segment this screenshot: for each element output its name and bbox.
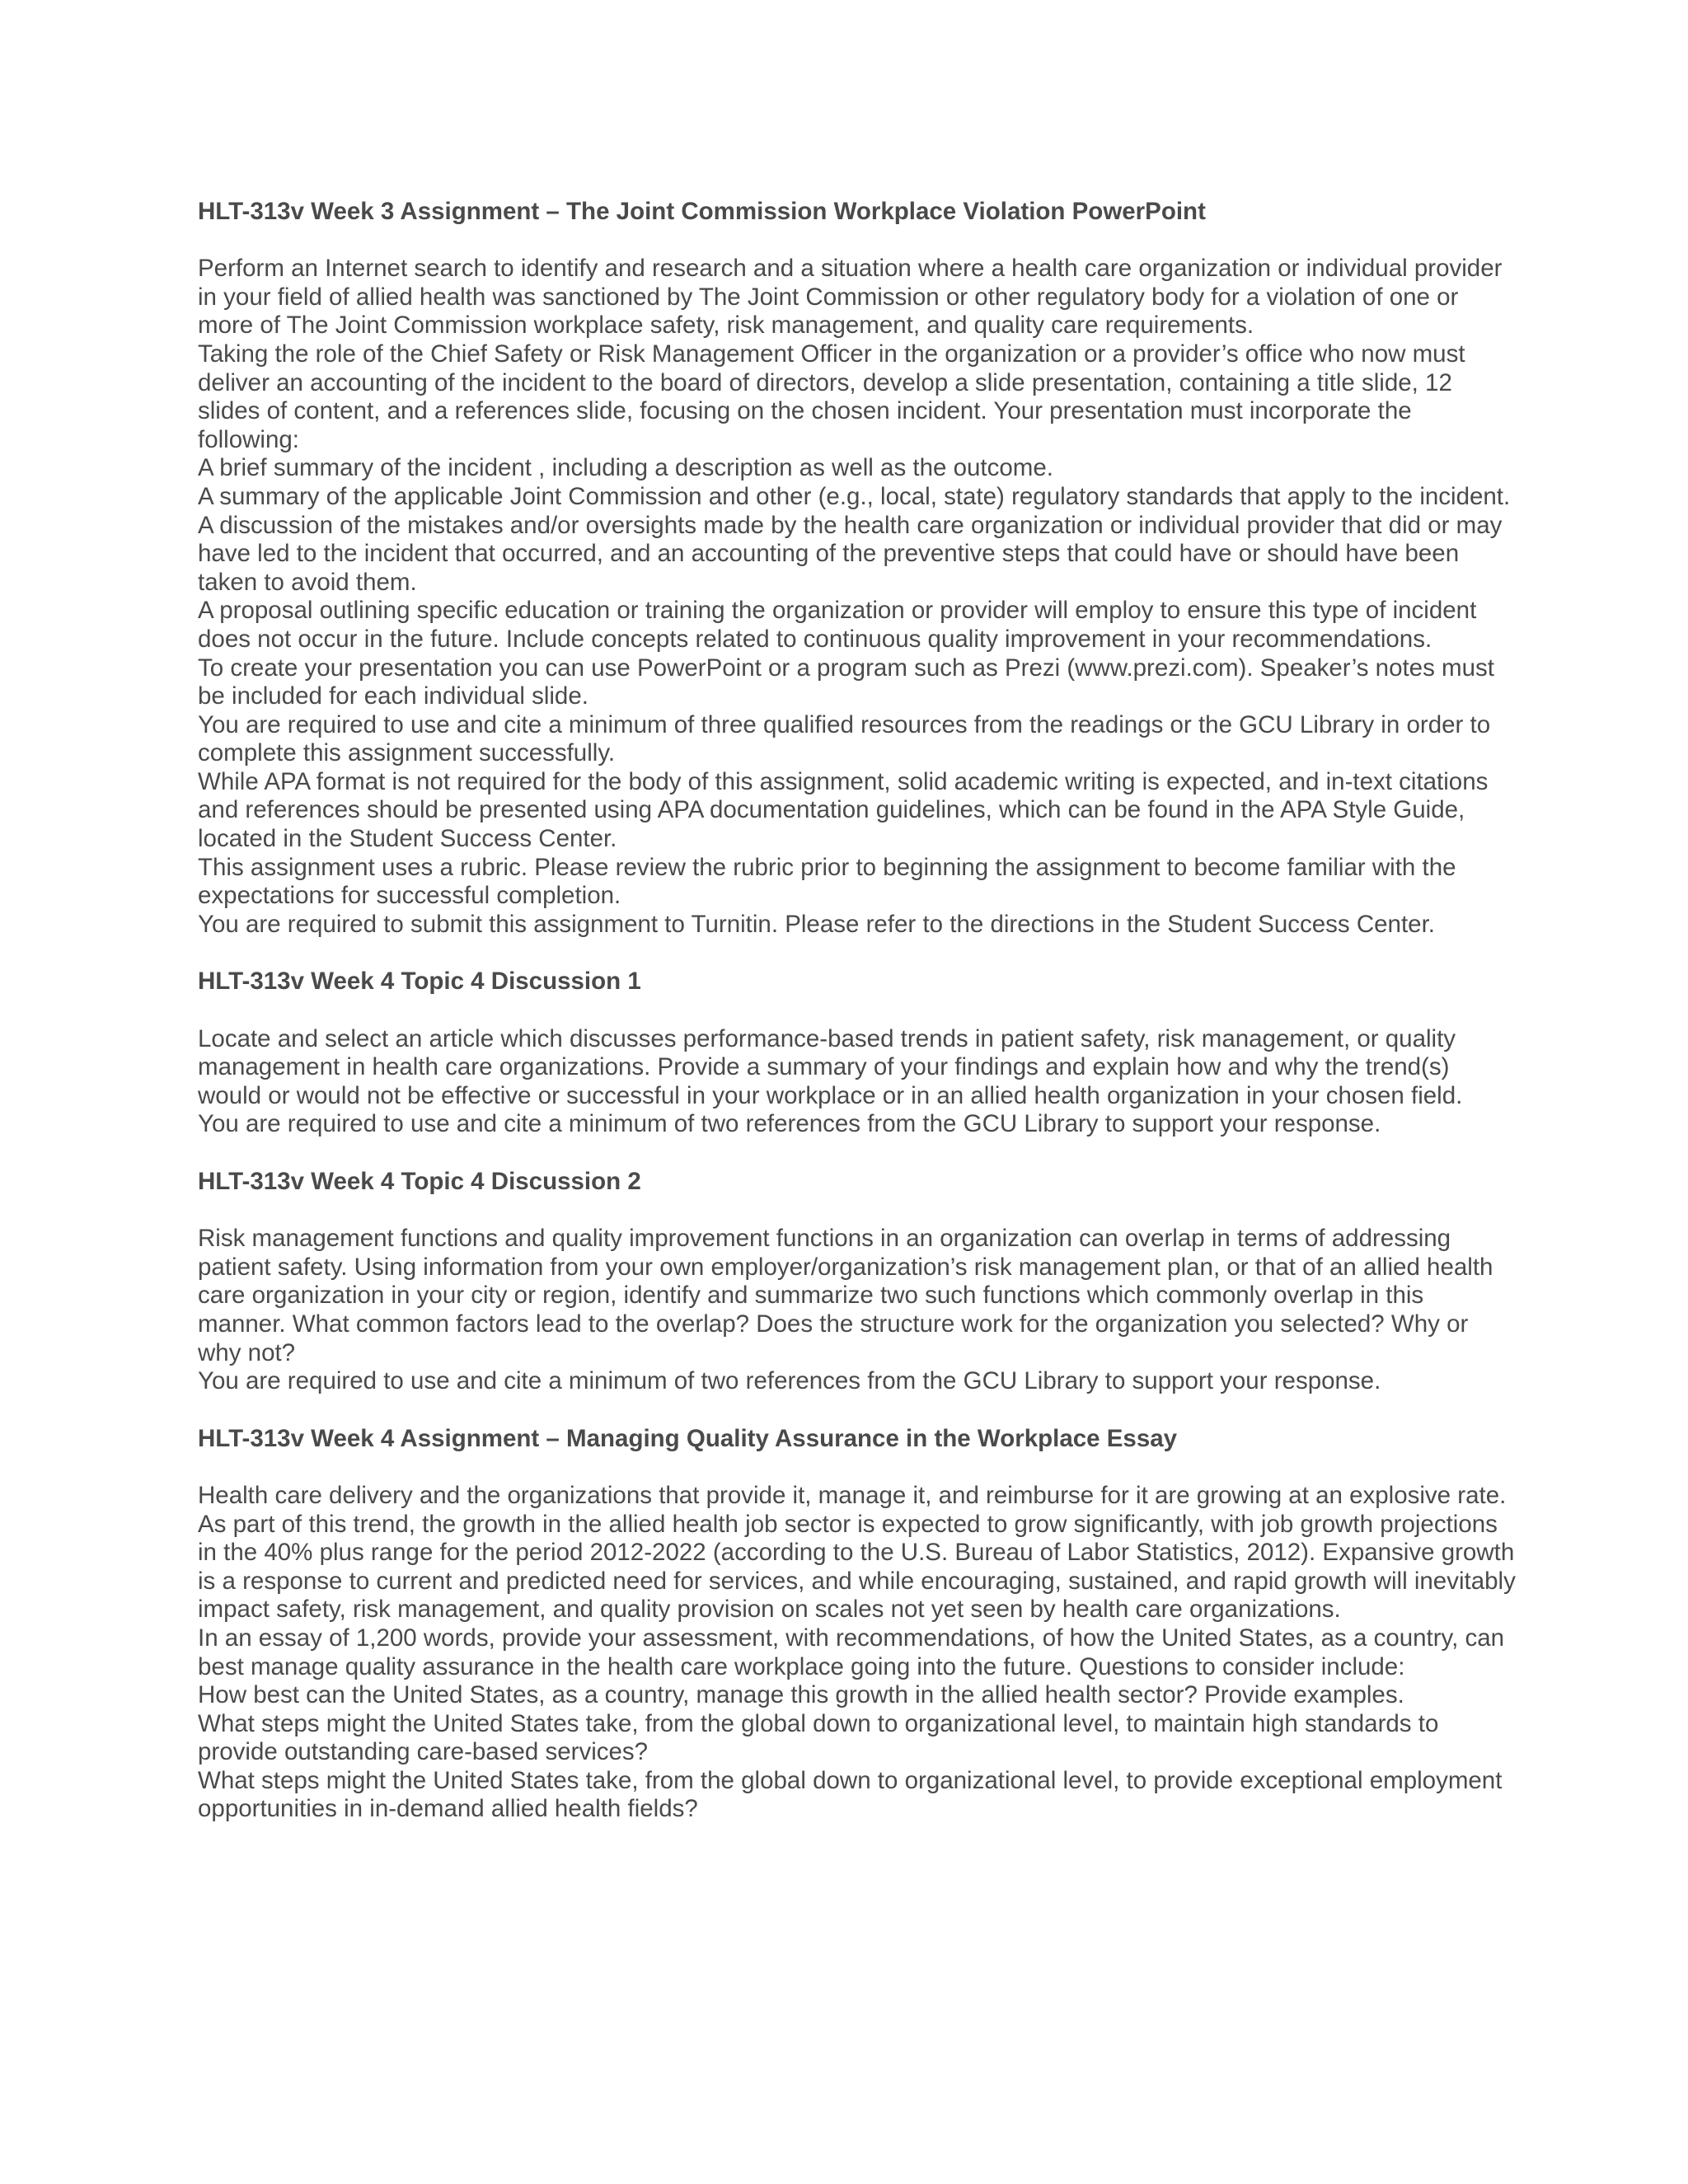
- section-week4-discussion-1: [198, 968, 1517, 1139]
- paragraph: To create your presentation you can use PowerPoint or a program such as Prezi (www.prezi.com). Speaker’s notes must be included for each individual slide.: [198, 654, 1494, 710]
- paragraph: A brief summary of the incident , including a description as well as the outcome.: [198, 454, 1053, 482]
- paragraph: Perform an Internet search to identify and research and a situation where a health care organization or individual provider in your field of allied health was sanctioned by The Joint Commission or other regulatory body for a violation of one or more of The Joint Commission workplace safety, risk management, and quality care requirements.: [198, 255, 1503, 340]
- section-heading: HLT-313v Week 3 Assignment – The Joint Commission Workplace Violation PowerPoint: [198, 198, 1206, 225]
- paragraph: A summary of the applicable Joint Commission and other (e.g., local, state) regulatory standards that apply to the incident.: [198, 482, 1511, 510]
- section-week4-discussion-2: [198, 1168, 1517, 1396]
- paragraph: Health care delivery and the organizations that provide it, manage it, and reimburse for it are growing at an explosive rate. As part of this trend, the growth in the allied health job sector is expected to grow significantly, with job growth projections in the 40% plus range for the period 2012-2022 (according to the U.S. Bureau of Labor Statistics, 2012). Expansive growth is a response to current and predicted need for services, and while encouraging, sustained, and rapid growth will inevitably impact safety, risk management, and quality provision on scales not yet seen by health care organizations.: [198, 1481, 1516, 1624]
- section-heading: HLT-313v Week 4 Assignment – Managing Quality Assurance in the Workplace Essay: [198, 1424, 1178, 1452]
- paragraph: This assignment uses a rubric. Please review the rubric prior to beginning the assignment to become familiar with the expectations for successful completion.: [198, 853, 1456, 910]
- section-week3-assignment: [198, 198, 1517, 939]
- paragraph: How best can the United States, as a country, manage this growth in the allied health sector? Provide examples.: [198, 1681, 1404, 1709]
- section-week4-assignment: [198, 1425, 1517, 1824]
- section-heading: HLT-313v Week 4 Topic 4 Discussion 1: [198, 968, 641, 996]
- paragraph: A proposal outlining specific education or training the organization or provider will employ to ensure this type of incident does not occur in the future. Include concepts related to continuous quality improvement in your recommendations.: [198, 597, 1477, 653]
- paragraph: You are required to use and cite a minimum of two references from the GCU Library to support your response.: [198, 1110, 1381, 1138]
- paragraph: You are required to use and cite a minimum of two references from the GCU Library to support your response.: [198, 1367, 1381, 1395]
- paragraph: While APA format is not required for the body of this assignment, solid academic writing is expected, and in-text citations and references should be presented using APA documentation guidelines, which can be found in the APA Style Guide, located in the Student Success Center.: [198, 767, 1489, 853]
- paragraph: You are required to submit this assignment to Turnitin. Please refer to the directions in the Student Success Center.: [198, 910, 1435, 938]
- paragraph: What steps might the United States take, from the global down to organizational level, to maintain high standards to provide outstanding care-based services?: [198, 1709, 1439, 1766]
- paragraph: Taking the role of the Chief Safety or Risk Management Officer in the organization or a provider’s office who now must deliver an accounting of the incident to the board of directors, develop a slide presentation, containing a title slide, 12 slides of content, and a references slide, focusing on the chosen incident. Your presentation must incorporate the following:: [198, 340, 1465, 453]
- paragraph: Locate and select an article which discusses performance-based trends in patient safety, risk management, or quality management in health care organizations. Provide a summary of your findings and explain how and why the trend(s) would or would not be effective or successful in your workplace or in an allied health organization in your chosen field.: [198, 1024, 1463, 1109]
- paragraph: You are required to use and cite a minimum of three qualified resources from the readings or the GCU Library in order to complete this assignment successfully.: [198, 710, 1491, 767]
- document-page: [198, 198, 1517, 1853]
- paragraph: What steps might the United States take, from the global down to organizational level, to provide exceptional employment opportunities in in-demand allied health fields?: [198, 1766, 1503, 1823]
- section-heading: HLT-313v Week 4 Topic 4 Discussion 2: [198, 1168, 641, 1195]
- paragraph: In an essay of 1,200 words, provide your assessment, with recommendations, of how the United States, as a country, can best manage quality assurance in the health care workplace going into the future. Questions to consider include:: [198, 1624, 1505, 1680]
- paragraph: Risk management functions and quality improvement functions in an organization can overlap in terms of addressing patient safety. Using information from your own employer/organization’s risk management plan, or that of an allied health care organization in your city or region, identify and summarize two such functions which commonly overlap in this manner. What common factors lead to the overlap? Does the structure work for the organization you selected? Why or why not?: [198, 1225, 1493, 1366]
- paragraph: A discussion of the mistakes and/or oversights made by the health care organization or individual provider that did or may have led to the incident that occurred, and an accounting of the preventive steps that could have or should have been taken to avoid them.: [198, 511, 1503, 596]
